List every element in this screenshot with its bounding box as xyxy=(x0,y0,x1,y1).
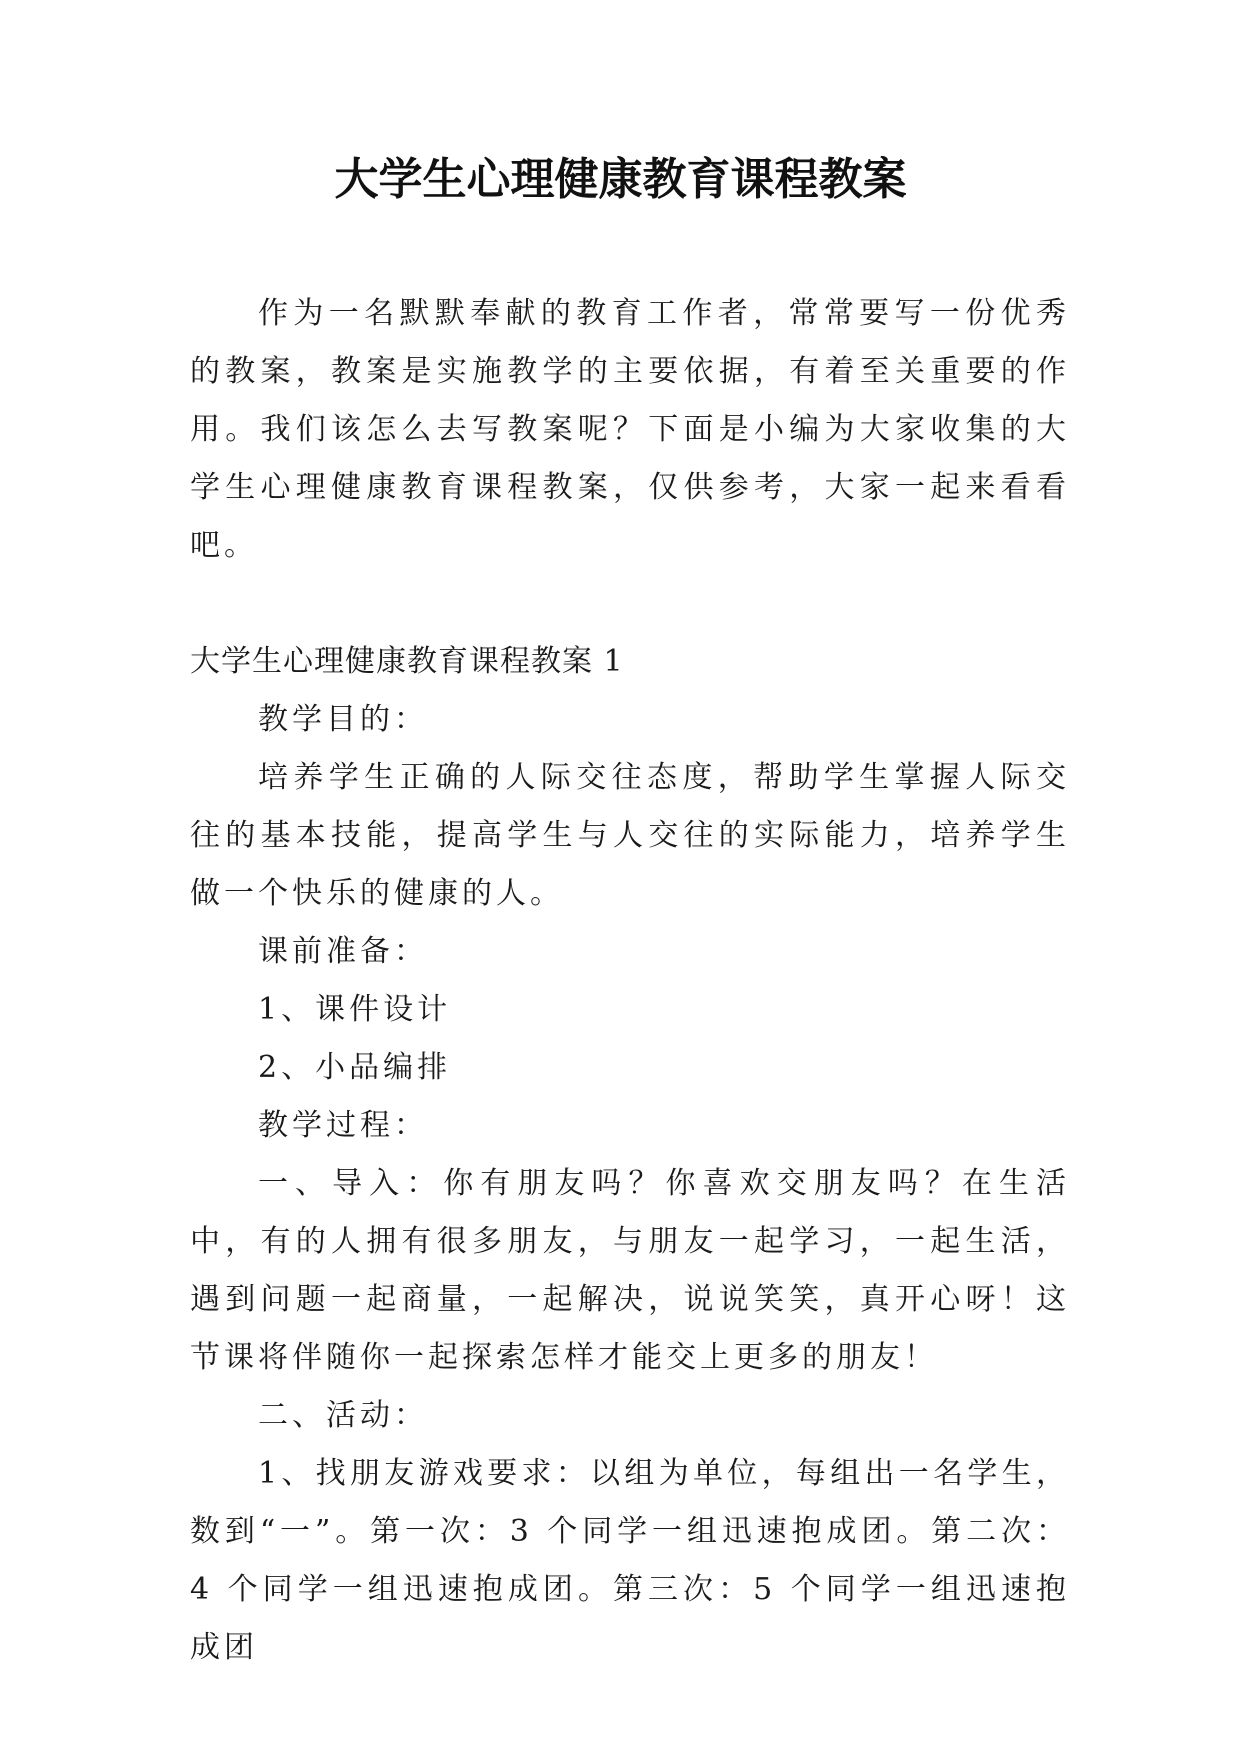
intro-paragraph: 作为一名默默奉献的教育工作者，常常要写一份优秀的教案，教案是实施教学的主要依据，有着至关重要的作用。我们该怎么去写教案呢？下面是小编为大家收集的大学生心理健康教育课程教案，仅供参考，大家一起来看看吧。 xyxy=(190,296,1070,563)
process-label: 教学过程： xyxy=(258,1108,428,1143)
section-heading: 大学生心理健康教育课程教案 1 xyxy=(190,644,624,679)
prep-label: 课前准备： xyxy=(258,934,428,969)
document-title: 大学生心理健康教育课程教案 xyxy=(334,154,907,205)
prep-item: 2、小品编排 xyxy=(258,1050,452,1085)
paragraph-gap xyxy=(190,575,1070,633)
document-body xyxy=(190,285,1070,1677)
step-two-label: 二、活动： xyxy=(258,1398,428,1433)
goal-label: 教学目的： xyxy=(258,702,428,737)
prep-item: 1、课件设计 xyxy=(258,992,452,1027)
step-one-paragraph: 一、导入：你有朋友吗？你喜欢交朋友吗？在生活中，有的人拥有很多朋友，与朋友一起学习，一起生活，遇到问题一起商量，一起解决，说说笑笑，真开心呀！这节课将伴随你一起探索怎样才能交上更多的朋友！ xyxy=(190,1166,1070,1375)
activity-one-paragraph: 1、找朋友游戏要求：以组为单位，每组出一名学生，数到“一”。第一次：3 个同学一组迅速抱成团。第二次：4 个同学一组迅速抱成团。第三次：5 个同学一组迅速抱成团 xyxy=(190,1456,1070,1665)
goal-paragraph: 培养学生正确的人际交往态度，帮助学生掌握人际交往的基本技能，提高学生与人交往的实际能力，培养学生做一个快乐的健康的人。 xyxy=(190,760,1070,911)
